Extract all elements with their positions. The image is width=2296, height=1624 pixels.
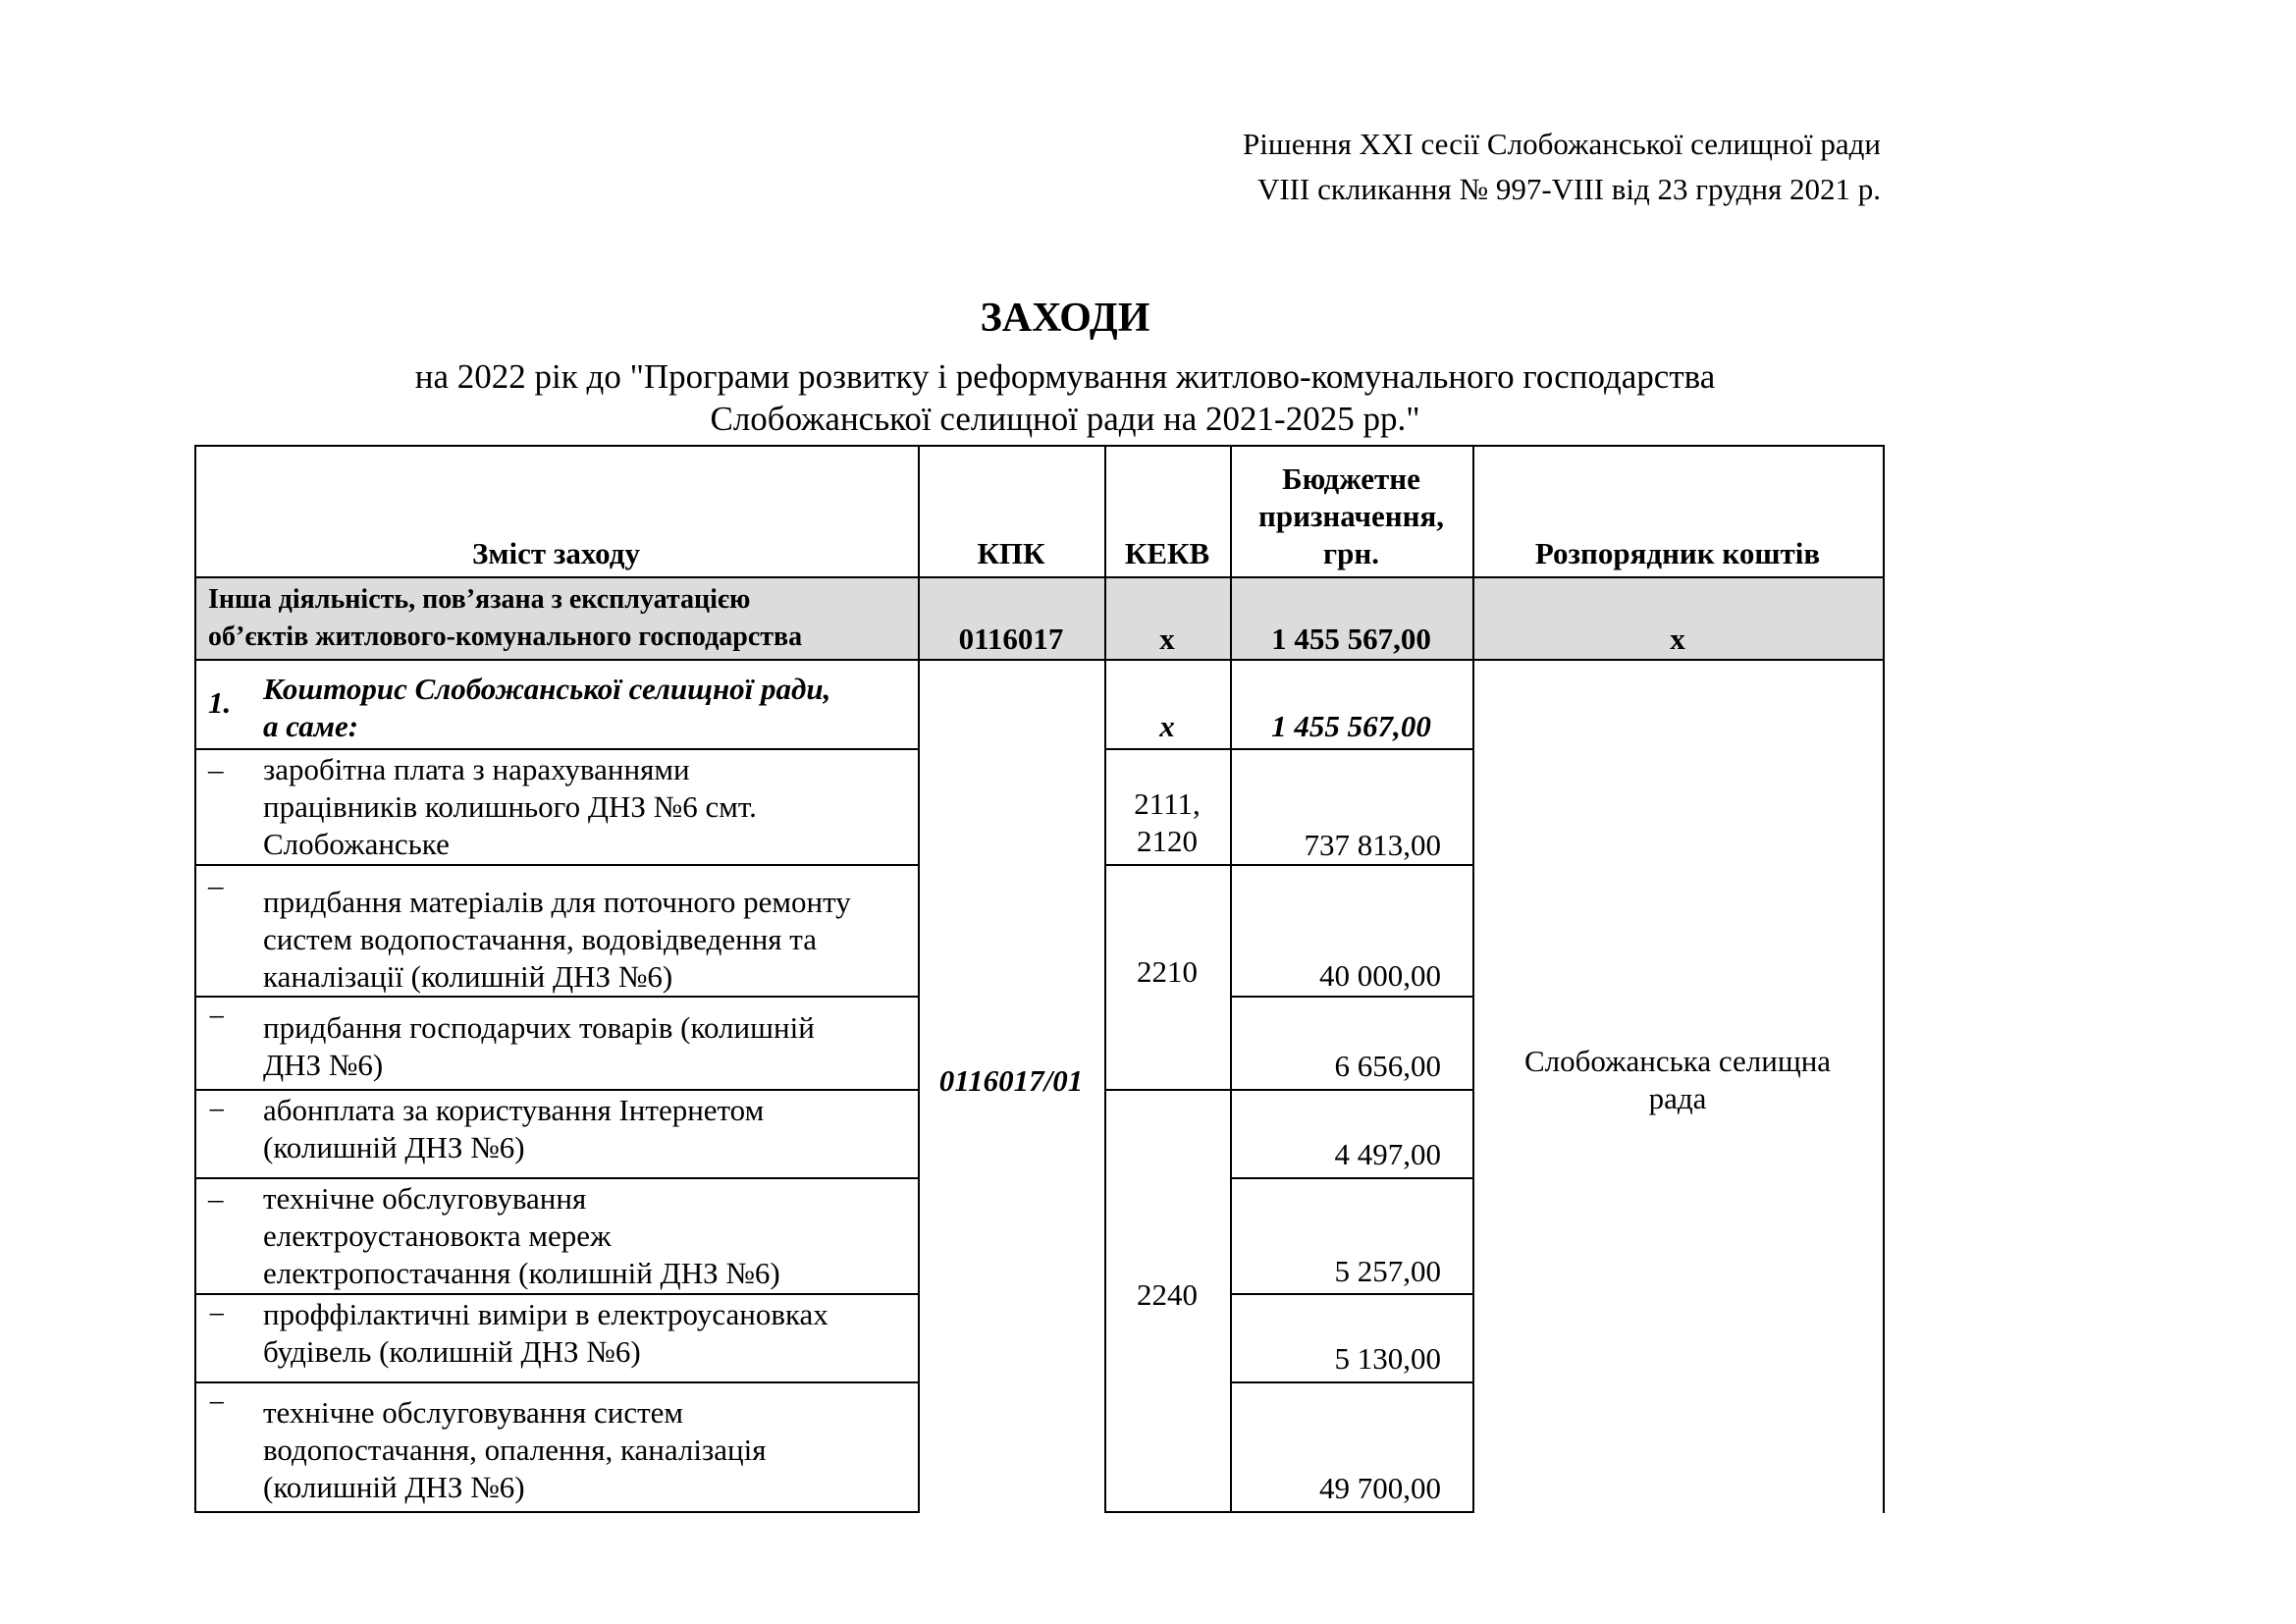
row-description: [263, 1296, 828, 1371]
row-description: [263, 884, 851, 996]
row-dash: –: [208, 868, 224, 902]
row-amount: 40 000,00: [1319, 958, 1441, 993]
subtitle-line-2: Слобожанської селищної ради на 2021-2025 рр.": [710, 400, 1420, 438]
kekv-code-salary-line-1: 2111,: [1134, 786, 1201, 821]
group-kpk: 0116017: [958, 622, 1064, 656]
kekv-code-materials: 2210: [1137, 954, 1198, 989]
group-manager: х: [1670, 622, 1685, 656]
kekv-code-salary-line-2: 2120: [1137, 824, 1198, 858]
row-description: [263, 751, 757, 863]
item-name-line-2: а саме:: [263, 709, 359, 743]
row-description-line: електроустановокта мереж: [263, 1218, 612, 1253]
table-row-divider: [1104, 748, 1472, 750]
row-dash: –: [208, 752, 224, 786]
row-description: [263, 1009, 815, 1084]
row-amount: 5 130,00: [1334, 1341, 1441, 1376]
table-border-right: [1883, 445, 1885, 1513]
row-description-line: ДНЗ №6): [263, 1048, 384, 1082]
document-header: [1243, 122, 1881, 212]
row-description: [263, 1180, 780, 1292]
row-description-line: технічне обслуговування: [263, 1181, 587, 1216]
row-description-line: (колишній ДНЗ №6): [263, 1470, 525, 1504]
header-manager: Розпорядник коштів: [1534, 536, 1821, 570]
row-dash: −: [208, 1297, 226, 1331]
table-row-divider: [194, 1381, 918, 1383]
table-row-divider: [194, 1089, 918, 1091]
table-row-divider: [194, 1293, 918, 1295]
table-border-bottom: [194, 1511, 918, 1513]
row-description-line: абонплата за користування Інтернетом: [263, 1093, 765, 1127]
row-description-line: придбання матеріалів для поточного ремонту: [263, 885, 851, 919]
table-row-divider: [1230, 1177, 1472, 1179]
table-border-left: [194, 445, 196, 1513]
header-budget-line-1: Бюджетне: [1282, 461, 1420, 496]
table-column-divider: [1230, 445, 1232, 1513]
table-border-top: [194, 445, 1885, 447]
group-name-line-2: об’єктів житлового-комунального господарства: [208, 622, 803, 652]
header-budget-line-3: грн.: [1323, 536, 1379, 570]
table-row-divider: [1230, 1381, 1472, 1383]
header-budget: [1230, 460, 1472, 572]
row-amount: 4 497,00: [1334, 1137, 1441, 1171]
row-description-line: заробітна плата з нарахуваннями: [263, 752, 690, 786]
header-kpk: КПК: [977, 536, 1045, 570]
subtitle-line-1: на 2022 рік до "Програми розвитку і реформування житлово-комунального господарства: [414, 357, 1716, 396]
item-manager-line-1: Слобожанська селищна: [1523, 1044, 1832, 1078]
item-kekv: х: [1159, 709, 1175, 743]
item-name-line-1: Кошторис Слобожанської селищної ради,: [263, 672, 831, 706]
row-description: [263, 1092, 764, 1166]
row-description-line: систем водопостачання, водовідведення та: [263, 922, 817, 956]
header-kekv: КЕКВ: [1124, 536, 1210, 570]
item-kpk: 0116017/01: [938, 1063, 1084, 1098]
table-header-divider: [194, 576, 1885, 578]
row-description-line: проффілактичні виміри в електроусановках: [263, 1297, 828, 1331]
kekv-code-salary: [1104, 785, 1230, 860]
table-group-divider: [194, 659, 1885, 661]
group-name: [208, 581, 915, 656]
row-dash: −: [208, 1093, 226, 1127]
row-dash: −: [208, 1385, 226, 1420]
table-row-divider: [1104, 864, 1472, 866]
table-row-divider: [194, 996, 918, 998]
header-content: Зміст заходу: [472, 536, 640, 570]
item-manager: [1472, 1043, 1883, 1117]
row-dash: −: [208, 1000, 226, 1034]
table-row-divider: [194, 748, 918, 750]
row-amount: 5 257,00: [1334, 1254, 1441, 1288]
table-row-divider: [1230, 1293, 1472, 1295]
header-line-2: VIII скликання № 997-VIII від 23 грудня 2021 р.: [1256, 172, 1881, 206]
table-row-divider: [194, 1177, 918, 1179]
item-amount: 1 455 567,00: [1271, 709, 1431, 743]
row-dash: –: [208, 1181, 224, 1216]
item-name: [263, 671, 911, 745]
group-kekv: х: [1159, 622, 1175, 656]
row-description: [263, 1394, 766, 1506]
table-row-divider: [1230, 996, 1472, 998]
table-column-divider: [1472, 445, 1474, 1513]
row-amount: 49 700,00: [1319, 1471, 1441, 1505]
item-manager-line-2: рада: [1648, 1081, 1707, 1115]
row-description-line: Слобожанське: [263, 827, 450, 861]
row-description-line: придбання господарчих товарів (колишній: [263, 1010, 815, 1045]
row-amount: 6 656,00: [1334, 1049, 1441, 1083]
table-row-divider: [1104, 1089, 1472, 1091]
table-row-divider: [194, 864, 918, 866]
table-column-divider: [1104, 445, 1106, 1513]
header-line-1: Рішення XXI сесії Слобожанської селищної ради: [1243, 127, 1881, 161]
row-description-line: будівель (колишній ДНЗ №6): [263, 1334, 641, 1369]
table-column-divider: [918, 445, 920, 1513]
row-description-line: працівників колишнього ДНЗ №6 смт.: [263, 789, 757, 824]
row-description-line: водопостачання, опалення, каналізація: [263, 1433, 767, 1467]
group-name-line-1: Інша діяльність, пов’язана з експлуатацією: [208, 584, 751, 615]
row-description-line: електропостачання (колишній ДНЗ №6): [263, 1256, 780, 1290]
header-budget-line-2: призначення,: [1257, 499, 1445, 533]
group-amount: 1 455 567,00: [1271, 622, 1431, 656]
row-description-line: (колишній ДНЗ №6): [263, 1130, 525, 1164]
row-amount: 737 813,00: [1304, 828, 1441, 862]
row-description-line: каналізації (колишній ДНЗ №6): [263, 959, 673, 994]
document-subtitle: [0, 355, 2130, 440]
row-description-line: технічне обслуговування систем: [263, 1395, 684, 1430]
document-title: ЗАХОДИ: [980, 296, 1150, 341]
kekv-code-services: 2240: [1137, 1277, 1198, 1312]
item-number: 1.: [208, 685, 232, 720]
table-border-bottom: [1104, 1511, 1472, 1513]
